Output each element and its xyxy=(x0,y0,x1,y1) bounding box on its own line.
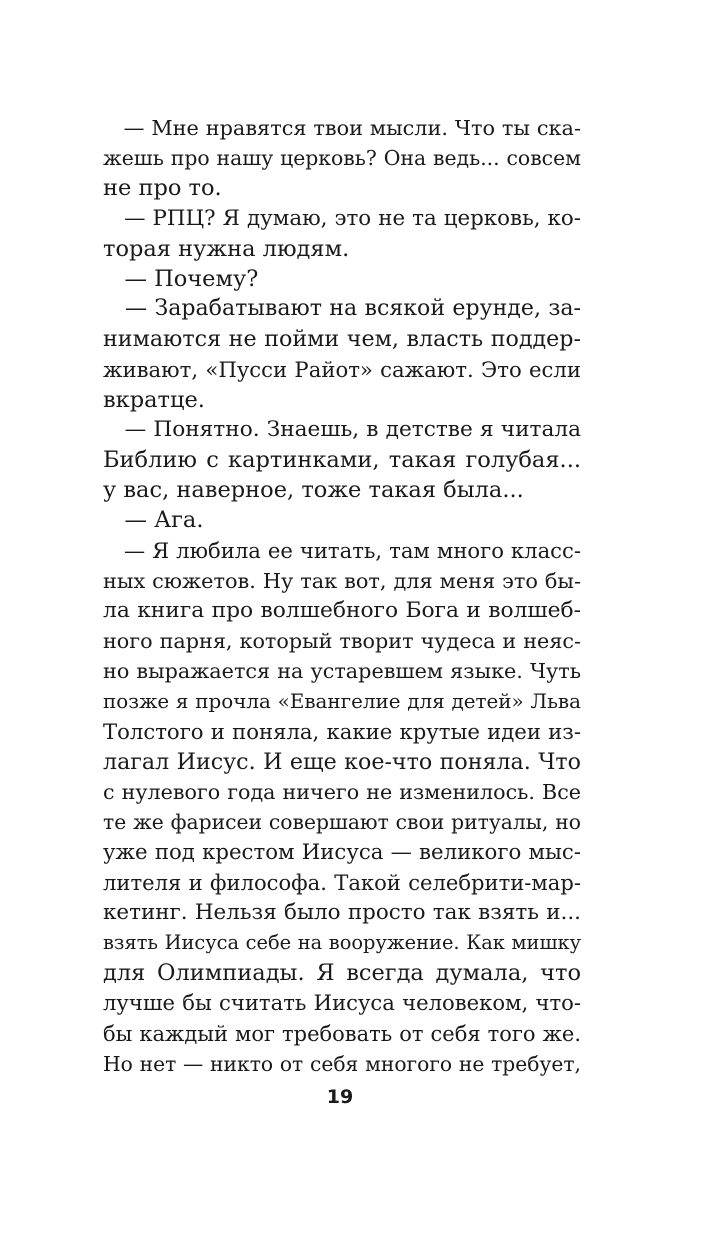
text-line: ного парня, который творит чудеса и неяс- xyxy=(103,629,581,654)
body-text xyxy=(103,113,581,1079)
text-line: — Мне нравятся твои мысли. Что ты ска- xyxy=(103,116,581,140)
text-line: нимаются не пойми чем, власть поддер- xyxy=(103,326,581,353)
text-line: Толстого и поняла, какие крутые идеи из- xyxy=(103,718,581,744)
text-line: не про то. xyxy=(103,175,222,202)
text-line: — Я любила ее читать, там много класс- xyxy=(103,537,581,563)
text-line: позже я прочла «Евангелие для детей» Льва xyxy=(103,689,581,713)
text-line: лителя и философа. Такой селебрити-мар- xyxy=(103,869,581,895)
text-line: жешь про нашу церковь? Она ведь... совсем xyxy=(103,146,581,171)
page-number: 19 xyxy=(326,1086,354,1108)
text-line: — Понятно. Знаешь, в детстве я читала xyxy=(103,416,581,442)
text-line: живают, «Пусси Райот» сажают. Это если xyxy=(103,356,581,382)
text-line: Библию с картинками, такая голубая... xyxy=(103,447,581,474)
text-line: взять Иисуса себе на вооружение. Как мишку xyxy=(103,931,581,955)
text-line: бы каждый мог требовать от себя того же. xyxy=(103,1021,581,1046)
text-line: кетинг. Нельзя было просто так взять и... xyxy=(103,899,581,925)
text-line: — Ага. xyxy=(103,507,204,534)
text-line: ла книга про волшебного Бога и волшеб- xyxy=(103,598,581,623)
text-line: уже под крестом Иисуса — великого мыс- xyxy=(103,839,581,865)
text-line: торая нужна людям. xyxy=(103,235,350,262)
text-line: но выражается на устаревшем языке. Чуть xyxy=(103,659,581,684)
text-line: — Зарабатывают на всякой ерунде, за- xyxy=(103,296,581,322)
text-line: для Олимпиады. Я всегда думала, что xyxy=(103,960,581,987)
text-line: ных сюжетов. Ну так вот, для меня это бы- xyxy=(103,568,581,593)
text-line: — Почему? xyxy=(103,265,259,292)
text-line: лучше бы считать Иисуса человеком, что- xyxy=(103,990,581,1016)
text-line: вкратце. xyxy=(103,386,205,413)
text-line: те же фарисеи совершают свои ритуалы, но xyxy=(103,810,581,835)
text-line: у вас, наверное, тоже такая была... xyxy=(103,477,524,504)
text-line: лагал Иисус. И еще кое-что поняла. Что xyxy=(103,748,581,775)
text-line: Но нет — никто от себя многого не требует, xyxy=(103,1051,581,1076)
text-line: с нулевого года ничего не изменилось. Все xyxy=(103,780,581,805)
text-line: — РПЦ? Я думаю, это не та церковь, ко- xyxy=(103,205,581,231)
